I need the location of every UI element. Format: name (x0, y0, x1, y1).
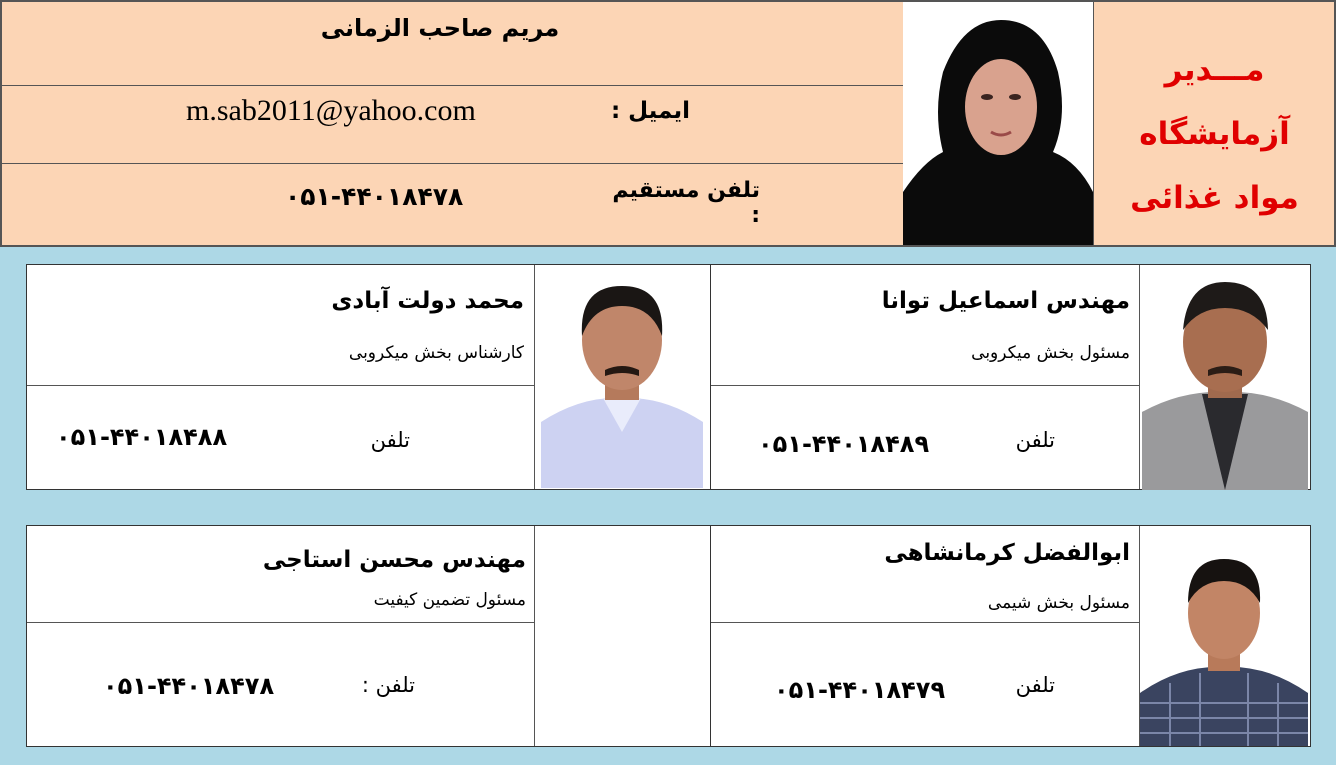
staff-name-kermanshahi: ابوالفضل کرمانشاهی (884, 540, 1130, 566)
staff-role-kermanshahi: مسئول بخش شیمی (987, 593, 1130, 613)
title-line-3: مواد غذائی (1130, 180, 1299, 216)
staff-role-estaji: مسئول تضمین کیفیت (373, 590, 526, 610)
manager-photo (903, 2, 1093, 245)
staff-photo-kermanshahi (1140, 553, 1308, 746)
staff-phone-label-dowlatabadi: تلفن (370, 428, 410, 452)
staff-phone-label-estaji: تلفن : (361, 673, 415, 697)
staff-phone-estaji: ۰۵۱-۴۴۰۱۸۴۷۸ (103, 672, 275, 700)
title-line-2: آزمایشگاه (1139, 116, 1290, 152)
staff-phone-label-tavana: تلفن (1015, 428, 1055, 452)
staff-phone-tavana: ۰۵۱-۴۴۰۱۸۴۸۹ (758, 430, 930, 458)
staff-name-estaji: مهندس محسن استاجی (262, 547, 526, 573)
staff-phone-kermanshahi: ۰۵۱-۴۴۰۱۸۴۷۹ (774, 676, 946, 704)
staff-photo-dowlatabadi (541, 272, 703, 488)
manager-email[interactable]: m.sab2011@yahoo.com (186, 94, 476, 127)
title-line-1: مـــدیر (1164, 52, 1265, 88)
staff-name-dowlatabadi: محمد دولت آبادی (331, 288, 524, 314)
staff-role-tavana: مسئول بخش میکروبی (971, 343, 1130, 363)
staff-phone-dowlatabadi: ۰۵۱-۴۴۰۱۸۴۸۸ (56, 423, 228, 451)
staff-role-dowlatabadi: کارشناس بخش میکروبی (348, 343, 524, 363)
direct-phone-label: تلفن مستقیم : (612, 178, 760, 228)
staff-phone-label-kermanshahi: تلفن (1015, 673, 1055, 697)
manager-phone: ۰۵۱-۴۴۰۱۸۴۷۸ (285, 182, 464, 211)
manager-name: مریم صاحب الزمانی (320, 14, 560, 42)
manager-title (1093, 38, 1336, 230)
email-label: ایمیل : (610, 98, 690, 124)
staff-photo-tavana (1142, 272, 1308, 490)
staff-name-tavana: مهندس اسماعیل توانا (881, 288, 1130, 314)
